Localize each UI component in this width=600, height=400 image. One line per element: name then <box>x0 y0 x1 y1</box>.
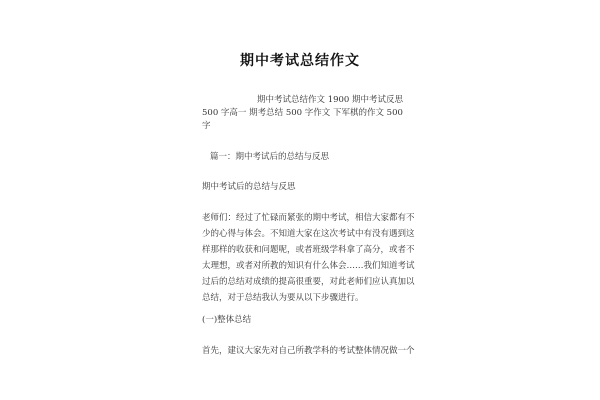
paragraph-line: 样那样的收获和问题呢，或者班级学科拿了高分，或者不 <box>202 245 415 255</box>
paragraph-line: 老师们：经过了忙碌而紧张的期中考试，相信大家都有不 <box>202 213 415 223</box>
meta-line-2: 500 字高一 期考总结 500 字作文 下军棋的作文 500 <box>202 108 403 118</box>
meta-line-3: 字 <box>202 121 211 131</box>
paragraph-line: 太理想，或者对所教的知识有什么体会……我们知道考试 <box>202 261 415 271</box>
paragraph <box>202 210 415 306</box>
subheading: 期中考试后的总结与反思 <box>202 182 296 192</box>
list-heading: (一)整体总结 <box>202 315 252 325</box>
meta-line-1: 期中考试总结作文 1900 期中考试反思 <box>257 95 404 105</box>
closing-line: 首先，建议大家先对自己所教学科的考试整体情况做一个 <box>202 346 415 356</box>
document-title: 期中考试总结作文 <box>240 53 360 69</box>
paragraph-line: 少的心得与体会。不知道大家在这次考试中有没有遇到这 <box>202 229 415 239</box>
paragraph-line: 过后的总结对成绩的提高很重要，对此老师们应认真加以 <box>202 277 415 287</box>
section-heading: 篇一：期中考试后的总结与反思 <box>210 152 330 162</box>
paragraph-line: 总结，对于总结我认为要从以下步骤进行。 <box>202 293 364 303</box>
